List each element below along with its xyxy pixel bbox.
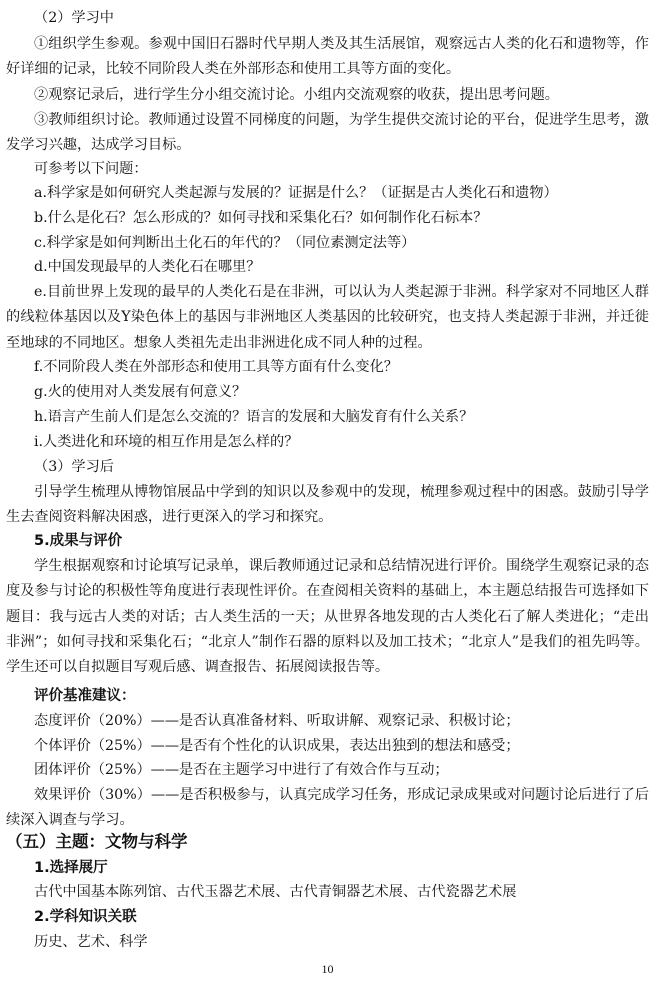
during-heading: （2）学习中 [34,10,114,26]
select-hall-heading: 1.选择展厅 [34,860,108,876]
criteria-effect: 效果评价（30%）——是否积极参与，认真完成学习任务，形成记录成果或对问题讨论后进行了后续深入调查与学习。 [6,787,649,829]
question-b: b.什么是化石？怎么形成的？如何寻找和采集化石？如何制作化石标本？ [34,210,488,226]
subject-link-heading: 2.学科知识关联 [34,909,137,925]
evaluation-heading: 5.成果与评价 [34,533,123,549]
page-number: 10 [321,962,334,976]
question-a: a.科学家是如何研究人类起源与发展的？证据是什么？（证据是古人类化石和遗物） [34,185,558,201]
criteria-heading: 评价基准建议： [34,688,136,704]
questions-intro: 可参考以下问题： [34,161,148,177]
question-c: c.科学家是如何判断出土化石的年代的？（同位素测定法等） [34,235,416,251]
during-paragraph-3: ③教师组织讨论。教师通过设置不同梯度的问题，为学生提供交流讨论的平台，促进学生思考，激发学习兴趣，达成学习目标。 [6,112,649,154]
during-paragraph-1: ①组织学生参观。参观中国旧石器时代早期人类及其生活展馆，观察远古人类的化石和遗物等，作好详细的记录，比较不同阶段人类在外部形态和使用工具等方面的变化。 [6,36,649,78]
criteria-attitude: 态度评价（20%）——是否认真准备材料、听取讲解、观察记录、积极讨论； [34,713,520,729]
question-f: f.不同阶段人类在外部形态和使用工具等方面有什么变化？ [34,359,398,375]
after-paragraph: 引导学生梳理从博物馆展品中学到的知识以及参观中的发现，梳理参观过程中的困惑。鼓励引导学生去查阅资料解决困惑，进行更深入的学习和探究。 [6,484,649,526]
criteria-individual: 个体评价（25%）——是否有个性化的认识成果，表达出独到的想法和感受； [34,738,520,754]
evaluation-paragraph: 学生根据观察和讨论填写记录单，课后教师通过记录和总结情况进行评价。围绕学生观察记录的态度及参与讨论的积极性等角度进行表现性评价。在查阅相关资料的基础上，本主题总结报告可选择如下题目：我与远古人类的对话；古人类生活的一天；从世界各地发现的古人类化石了解人类进化；“走出非洲”；如何寻找和采集化石；“北京人”制作石器的原料以及加工技术；“北京人”是我们的祖先吗等。学生还可以自拟题目写观后感、调查报告、拓展阅读报告等。 [6,558,649,676]
criteria-group: 团体评价（25%）——是否在主题学习中进行了有效合作与互动； [34,762,449,778]
question-i: i.人类进化和环境的相互作用是怎么样的？ [34,434,299,450]
question-g: g.火的使用对人类发展有何意义？ [34,384,247,400]
after-heading: （3）学习后 [34,459,114,475]
question-e: e.目前世界上发现的最早的人类化石是在非洲，可以认为人类起源于非洲。科学家对不同地区人群的线粒体基因以及Y染色体上的基因与非洲地区人类基因的比较研究，也支持人类起源于非洲，并迁徙至地球的不同地区。想象人类祖先走出非洲进化成不同人种的过程。 [6,284,649,351]
theme-5-heading: （五）主题：文物与科学 [6,832,188,851]
subject-link-text: 历史、艺术、科学 [34,934,148,950]
during-paragraph-2: ②观察记录后，进行学生分小组交流讨论。小组内交流观察的收获，提出思考问题。 [34,87,559,103]
question-d: d.中国发现最早的人类化石在哪里？ [34,259,261,275]
question-h: h.语言产生前人们是怎么交流的？语言的发展和大脑发育有什么关系？ [34,409,474,425]
select-hall-text: 古代中国基本陈列馆、古代玉器艺术展、古代青铜器艺术展、古代瓷器艺术展 [34,884,517,900]
